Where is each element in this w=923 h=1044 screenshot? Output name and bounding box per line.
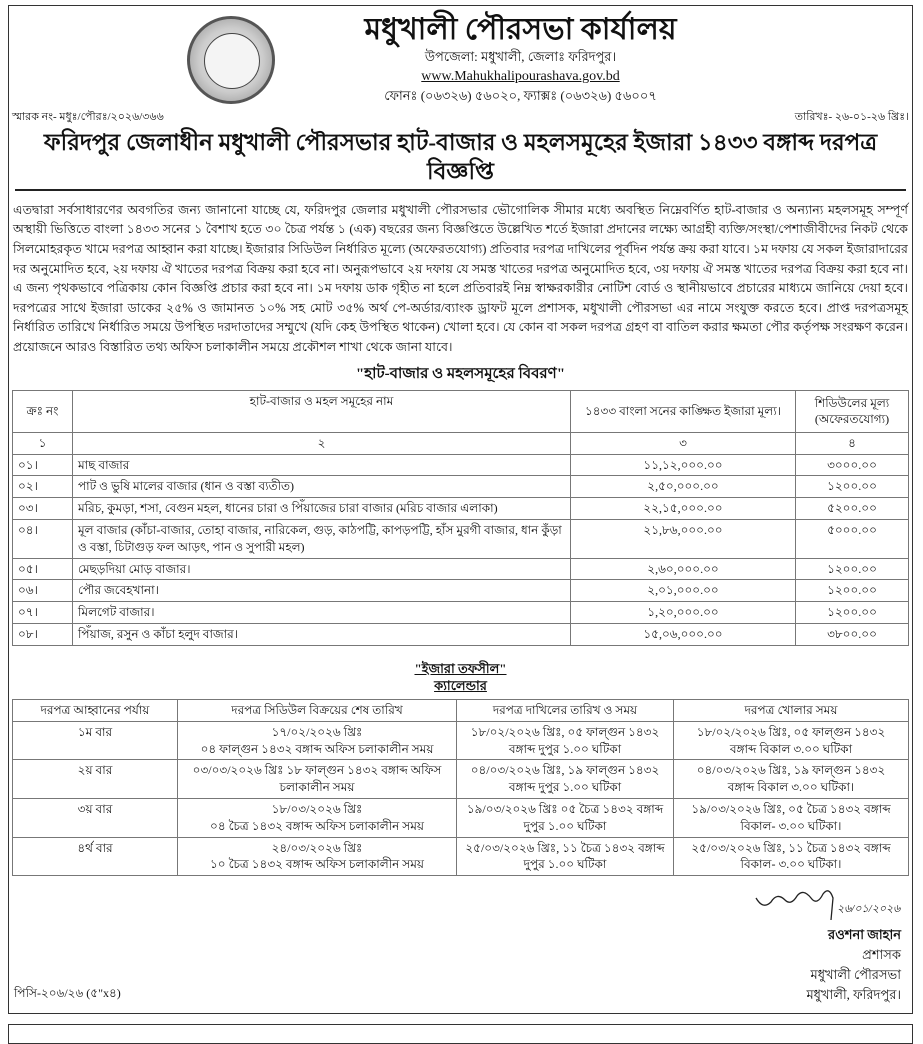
cell-open: ১৯/০৩/২০২৬ খ্রিঃ, ০৫ চৈত্র ১৪৩২ বঙ্গাব্দ বিকাল- ৩.০০ ঘটিকা। xyxy=(674,798,909,837)
cell-submit: ১৮/০২/২০২৬ খ্রিঃ, ০৫ ফাল্গুন ১৪৩২ বঙ্গাব্দ দুপুর ১.০০ ঘটিকা xyxy=(457,721,674,760)
notice-date: তারিখঃ- ২৬-০১-২৬ খ্রিঃ। xyxy=(794,111,909,123)
letterhead xyxy=(12,12,909,108)
cell-lease: ১৫,০৬,০০০.০০ xyxy=(571,624,796,646)
cell-submit: ১৯/০৩/২০২৬ খ্রিঃ ০৫ চৈত্র ১৪৩২ বঙ্গাব্দ দুপুর ১.০০ ঘটিকা xyxy=(457,798,674,837)
table-row xyxy=(13,760,909,799)
col-number: ৪ xyxy=(796,432,909,454)
contact-info: ফোনঃ (০৬৩২৬) ৫৬০২০, ফ্যাক্সঃ (০৬৩২৬) ৫৬০০৭ xyxy=(384,88,657,104)
column-number-row xyxy=(13,432,909,454)
website-link[interactable]: www.Mahukhalipourashava.gov.bd xyxy=(421,68,620,84)
calendar-subtitle: ক্যালেন্ডার xyxy=(434,678,487,694)
cell-no: ০৮। xyxy=(13,624,73,646)
cell-no: ০৬। xyxy=(13,580,73,602)
table-row xyxy=(13,476,909,498)
col-schedule: শিডিউলের মূল্য (অফেরতযোগ্য) xyxy=(796,390,909,432)
cell-schedule: ৫২০০.০০ xyxy=(796,498,909,520)
memo-number: স্মারক নং- মধুঃ/পৌরঃ/২০২৬/৩৬৬ xyxy=(12,111,164,123)
cell-no: ০২। xyxy=(13,476,73,498)
cell-sale-end: ১৮/০৩/২০২৬ খ্রিঃ ০৪ চৈত্র ১৪৩২ বঙ্গাব্দ অফিস চলাকালীন সময় xyxy=(178,798,457,837)
cell-lease: ২,৬০,০০০.০০ xyxy=(571,558,796,580)
col-number: ৩ xyxy=(571,432,796,454)
cell-name: মেছড়দিয়া মোড় বাজার। xyxy=(73,558,571,580)
signatory-designation: প্রশাসক xyxy=(862,947,901,963)
cell-sale-end: ০৩/০৩/২০২৬ খ্রিঃ ১৮ ফাল্গুন ১৪৩২ বঙ্গাব্দ অফিস চলাকালীন সময় xyxy=(178,760,457,799)
cell-sale-end: ১৭/০২/২০২৬ খ্রিঃ ০৪ ফাল্গুন ১৪৩২ বঙ্গাব্দ অফিস চলাকালীন সময় xyxy=(178,721,457,760)
notice-border xyxy=(8,5,913,1014)
notice-headline: ফরিদপুর জেলাধীন মধুখালী পৌরসভার হাট-বাজার ও মহলসমূহের ইজারা ১৪৩৩ বঙ্গাব্দ দরপত্র বিজ্ঞপ্তি xyxy=(15,129,906,191)
table-header-row xyxy=(13,699,909,721)
col-open: দরপত্র খোলার সময় xyxy=(674,699,909,721)
cell-schedule: ১২০০.০০ xyxy=(796,602,909,624)
signatory-name: রওশনা জাহান xyxy=(828,927,901,943)
col-serial: ক্রঃ নং xyxy=(13,390,73,432)
cell-open: ১৮/০২/২০২৬ খ্রিঃ, ০৫ ফাল্গুন ১৪৩২ বঙ্গাব্দ বিকাল ৩.০০ ঘটিকা xyxy=(674,721,909,760)
table-row xyxy=(13,837,909,876)
table-row xyxy=(13,558,909,580)
table-row xyxy=(13,798,909,837)
cell-schedule: ১২০০.০০ xyxy=(796,558,909,580)
col-sale-end: দরপত্র সিডিউল বিক্রয়ের শেষ তারিখ xyxy=(178,699,457,721)
office-title: মধুখালী পৌরসভা কার্যালয় xyxy=(364,13,677,46)
cell-no: ০৭। xyxy=(13,602,73,624)
cell-schedule: ৩০০০.০০ xyxy=(796,454,909,476)
cell-name: মাছ বাজার xyxy=(73,454,571,476)
calendar-table xyxy=(12,699,909,876)
cell-schedule: ১২০০.০০ xyxy=(796,580,909,602)
cell-phase: ১ম বার xyxy=(13,721,178,760)
col-number: ২ xyxy=(73,432,571,454)
table-row xyxy=(13,454,909,476)
cell-submit: ০৪/০৩/২০২৬ খ্রিঃ, ১৯ ফাল্গুন ১৪৩২ বঙ্গাব্দ দুপুর ১.০০ ঘটিকা xyxy=(457,760,674,799)
cell-schedule: ৫০০০.০০ xyxy=(796,520,909,559)
table-row xyxy=(13,520,909,559)
footer-code: পিসি-২০৬/২৬ (৫"x৪) xyxy=(14,986,121,1001)
cell-open: ২৫/০৩/২০২৬ খ্রিঃ, ১১ চৈত্র ১৪৩২ বঙ্গাব্দ বিকাল- ৩.০০ ঘটিকা। xyxy=(674,837,909,876)
cell-name: পাট ও ভুষি মালের বাজার (ধান ও বস্তা ব্যতীত) xyxy=(73,476,571,498)
table-row xyxy=(13,580,909,602)
cell-name: পিঁয়াজ, রসুন ও কাঁচা হলুদ বাজার। xyxy=(73,624,571,646)
col-phase: দরপত্র আহ্বানের পর্যায় xyxy=(13,699,178,721)
table-row xyxy=(13,498,909,520)
col-name: হাট-বাজার ও মহল সমূহের নাম xyxy=(73,390,571,432)
cell-open: ০৪/০৩/২০২৬ খ্রিঃ, ১৯ ফাল্গুন ১৪৩২ বঙ্গাব্দ বিকাল ৩.০০ ঘটিকা। xyxy=(674,760,909,799)
cell-schedule: ১২০০.০০ xyxy=(796,476,909,498)
cell-sale-end: ২৪/০৩/২০২৬ খ্রিঃ ১০ চৈত্র ১৪৩২ বঙ্গাব্দ অফিস চলাকালীন সময় xyxy=(178,837,457,876)
handwritten-signature xyxy=(751,880,901,925)
cell-lease: ১,২০,০০০.০০ xyxy=(571,602,796,624)
cell-submit: ২৫/০৩/২০২৬ খ্রিঃ, ১১ চৈত্র ১৪৩২ বঙ্গাব্দ দুপুর ১.০০ ঘটিকা xyxy=(457,837,674,876)
cell-lease: ২,০১,০০০.০০ xyxy=(571,580,796,602)
cell-no: ০৫। xyxy=(13,558,73,580)
cell-no: ০৩। xyxy=(13,498,73,520)
cell-name: মিলগেট বাজার। xyxy=(73,602,571,624)
markets-table xyxy=(12,390,909,646)
cell-lease: ২২,১৫,০০০.০০ xyxy=(571,498,796,520)
table-row xyxy=(13,624,909,646)
cell-phase: ২য় বার xyxy=(13,760,178,799)
notice-body: এতদ্বারা সর্বসাধারণের অবগতির জন্য জানানো যাচ্ছে যে, ফরিদপুর জেলার মধুখালী পৌরসভার ভৌগোলিক সীমার মধ্যে অবস্থিত নিম্নেবর্ণিত হাট-বাজার ও অন্যান্য মহলসমূহ সম্পূর্ণ অস্থায়ী ভিত্তিতে বাংলা ১৪৩৩ সনের ১ বৈশাখ হতে ৩০ চৈত্র পর্যন্ত ১ (এক) বছরের জন্য বিজ্ঞপ্তিতে উল্লেখিত শর্তে ইজারা প্রদানের লক্ষ্যে আগ্রহী ব্যক্তি/সংস্থা/পেশাজীবীদের নিকট থেকে সিলমোহরকৃত খামে দরপত্র আহ্বান করা যাচ্ছে। ইজারার সিডিউল নির্ধারিত মূল্যে (অফেরতযোগ্য) প্রতিবার দরপত্র দাখিলের পূর্বদিন পর্যন্ত ক্রয় করা যাবে। ১ম দফায় যে সকল ইজারাদারের দর অনুমোদিত হবে, ২য় দফায় ঐ খাতের দরপত্র বিক্রয় করা হবে না। অনুরূপভাবে ২য় দফায় যে সমস্ত খাতের দরপত্র অনুমোদিত হবে, ৩য় দফায় ঐ সমস্ত খাতের দরপত্র বিক্রয় করা হবে না। এ জন্য পৃথকভাবে পত্রিকায় কোন বিজ্ঞপ্তি প্রচার করা হবে না। ১ম দফায় ডাক গৃহীত না হলে প্রতিবারই নিম্ন স্বাক্ষরকারীর নোটিশ বোর্ড ও স্থানীয়ভাবে প্রচারের মাধ্যমে জানিয়ে দেয়া হবে। দরপত্রের সাথে ইজারা ডাকের ২৫% ও জামানত ১০% সহ মোট ৩৫% অর্থ পে-অর্ডার/ব্যাংক ড্রাফট মূলে প্রশাসক, মধুখালী পৌরসভা এর নামে সংযুক্ত করতে হবে। প্রাপ্ত দরপত্রসমূহ নির্ধারিত তারিখে নির্ধারিত সময়ে উপস্থিত দরদাতাদের সম্মুখে (যদি কেহ উপস্থিত থাকেন) খোলা হবে। যে কোন বা সকল দরপত্র গ্রহণ বা বাতিল করার ক্ষমতা পৌর কর্তৃপক্ষ সংরক্ষণ করেন। প্রয়োজনে আরও বিস্তারিত তথ্য অফিস চলাকালীন সময়ে প্রকৌশল শাখা থেকে জানা যাবে। xyxy=(13,202,909,355)
table-row xyxy=(13,602,909,624)
col-submit: দরপত্র দাখিলের তারিখ ও সময় xyxy=(457,699,674,721)
cell-name: মরিচ, কুমড়া, শসা, বেগুন মহল, ধানের চারা ও পিঁয়াজের চারা বাজার (মরিচ বাজার এলাকা) xyxy=(73,498,571,520)
calendar-section-title: "ইজারা তফসীল" xyxy=(414,660,507,676)
cell-phase: ৩য় বার xyxy=(13,798,178,837)
municipality-logo xyxy=(187,16,275,104)
col-lease: ১৪৩৩ বাংলা সনের কাঙ্ক্ষিত ইজারা মূল্য। xyxy=(571,390,796,432)
table-header-row xyxy=(13,390,909,432)
office-address: উপজেলা: মধুখালী, জেলাঃ ফরিদপুর। xyxy=(424,49,617,64)
cell-name: পৌর জবেহখানা। xyxy=(73,580,571,602)
table-row xyxy=(13,721,909,760)
signatory-location: মধুখালী, ফরিদপুর। xyxy=(806,987,901,1003)
signature-date: ২৬/০১/২০২৬ xyxy=(837,903,901,916)
cell-schedule: ৩৮০০.০০ xyxy=(796,624,909,646)
cell-lease: ২১,৮৬,০০০.০০ xyxy=(571,520,796,559)
cell-lease: ২,৫০,০০০.০০ xyxy=(571,476,796,498)
markets-section-title: "হাট-বাজার ও মহলসমূহের বিবরণ" xyxy=(355,365,566,382)
cell-no: ০৪। xyxy=(13,520,73,559)
col-number: ১ xyxy=(13,432,73,454)
signatory-office: মধুখালী পৌরসভা xyxy=(810,967,901,983)
next-notice-border xyxy=(8,1024,913,1044)
cell-phase: ৪র্থ বার xyxy=(13,837,178,876)
cell-name: মূল বাজার (কাঁচা-বাজার, তোহা বাজার, নারিকেল, গুড়, কাঠপট্টি, কাপড়পট্টি, হাঁস মুরগী বাজার, ধান কুঁড়া ও বস্তা, চিটাগুড় ফল আড়ৎ, পান ও সুপারী মহল) xyxy=(73,520,571,559)
cell-no: ০১। xyxy=(13,454,73,476)
cell-lease: ১১,১২,০০০.০০ xyxy=(571,454,796,476)
